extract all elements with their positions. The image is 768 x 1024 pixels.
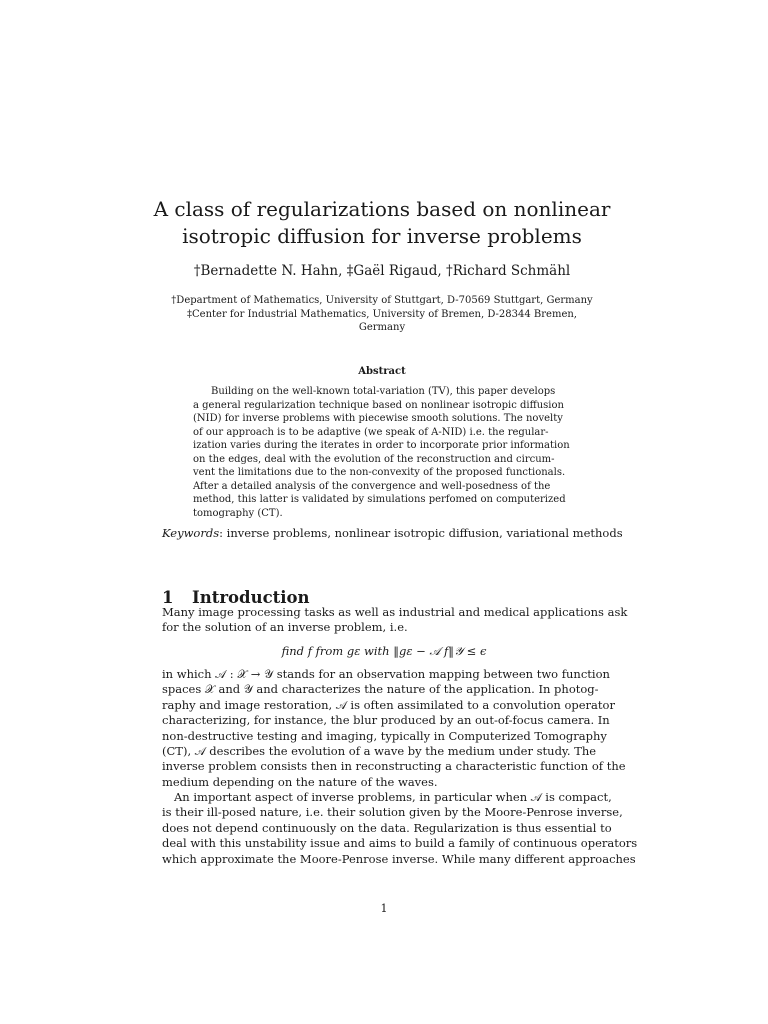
abstract-line: vent the limitations due to the non-convexity of the proposed functionals.	[193, 467, 566, 478]
abstract-line: Building on the well-known total-variation (TV), this paper develops	[211, 386, 556, 397]
abstract-line: a general regularization technique based on nonlinear isotropic diffusion	[193, 399, 564, 411]
equation: find f from gε with ‖gε − 𝒜 f‖𝒴 ≤ ϵ	[281, 644, 487, 658]
abstract-line: tomography (CT).	[193, 507, 283, 519]
body-line: in which 𝒜 : 𝒳 → 𝒴 stands for an observation mapping between two function	[162, 667, 610, 681]
body-line: medium depending on the nature of the waves.	[162, 774, 438, 789]
body-line: non-destructive testing and imaging, typically in Computerized Tomography	[162, 728, 607, 743]
abstract-line: ization varies during the iterates in order to incorporate prior information	[193, 440, 570, 451]
keywords	[162, 526, 623, 541]
affiliation-line: ‡Center for Industrial Mathematics, University of Bremen, D-28344 Bremen,	[187, 308, 577, 320]
keywords-label: Keywords	[162, 526, 220, 540]
body-line: Many image processing tasks as well as industrial and medical applications ask	[162, 605, 628, 619]
affiliation-line: Germany	[358, 322, 406, 333]
body-line: spaces 𝒳 and 𝒴 and characterizes the nature of the application. In photog-	[162, 682, 599, 697]
body-paragraph	[162, 790, 638, 867]
page-number: 1	[380, 902, 388, 915]
body-line: inverse problem consists then in reconstructing a characteristic function of the	[162, 759, 626, 774]
body-line: An important aspect of inverse problems, in particular when 𝒜 is compact,	[174, 790, 612, 804]
abstract-line: on the edges, deal with the evolution of the reconstruction and circum-	[193, 453, 555, 465]
abstract-heading: Abstract	[358, 366, 406, 377]
affiliation-line: †Department of Mathematics, University of Stuttgart, D-70569 Stuttgart, Germany	[171, 295, 593, 306]
intro-paragraph	[162, 605, 628, 636]
title-line: A class of regularizations based on nonlinear	[153, 197, 611, 221]
section-number: 1	[162, 587, 174, 607]
body-line: (CT), 𝒜 describes the evolution of a wave by the medium under study. The	[162, 744, 597, 759]
section-heading	[162, 588, 310, 607]
body-line: characterizing, for instance, the blur produced by an out-of-focus camera. In	[162, 713, 610, 728]
abstract-line: After a detailed analysis of the convergence and well-posedness of the	[193, 480, 551, 492]
paper-title	[120, 196, 644, 250]
keywords-text: : inverse problems, nonlinear isotropic diffusion, variational methods	[219, 526, 623, 540]
body-line: raphy and image restoration, 𝒜 is often assimilated to a convolution operator	[162, 697, 615, 712]
section-title: Introduction	[192, 587, 310, 607]
abstract-line: (NID) for inverse problems with piecewise smooth solutions. The novelty	[193, 413, 563, 424]
body-line: does not depend continuously on the data. Regularization is thus essential to	[162, 820, 612, 835]
body-paragraph	[162, 667, 626, 790]
body-line: for the solution of an inverse problem, i.e.	[162, 620, 408, 635]
abstract-body	[193, 385, 573, 520]
author-list: †Bernadette N. Hahn, ‡Gaël Rigaud, †Richard Schmähl	[193, 263, 571, 279]
title-line: isotropic diffusion for inverse problems	[182, 224, 582, 248]
affiliations	[150, 294, 614, 335]
abstract-line: of our approach is to be adaptive (we speak of A-NID) i.e. the regular-	[193, 426, 549, 438]
abstract-line: method, this latter is validated by simulations perfomed on computerized	[193, 494, 566, 505]
body-line: which approximate the Moore-Penrose inverse. While many different approaches	[162, 851, 636, 866]
body-line: is their ill-posed nature, i.e. their solution given by the Moore-Penrose inverse,	[162, 805, 623, 820]
body-line: deal with this unstability issue and aims to build a family of continuous operators	[162, 836, 638, 851]
